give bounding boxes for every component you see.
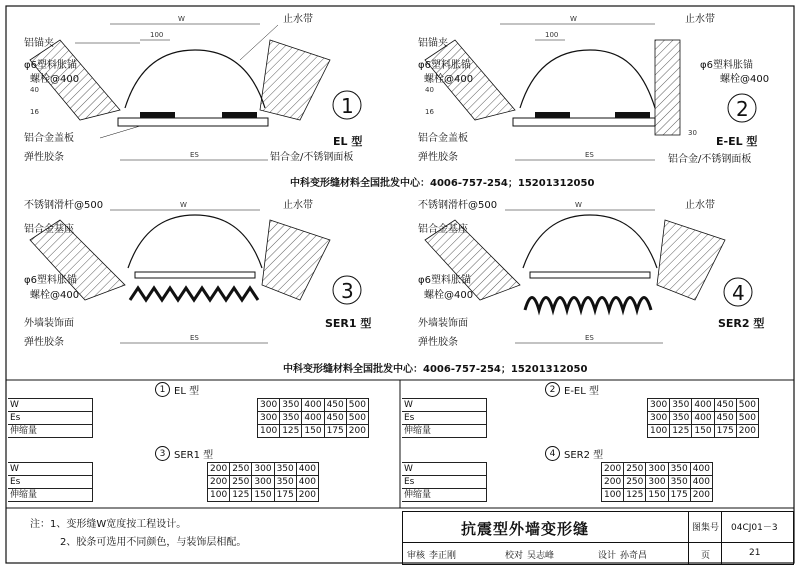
row-label: Es: [402, 412, 487, 425]
table-row: [402, 425, 758, 438]
cover-plate: [513, 118, 655, 126]
table-title: SER2 型: [564, 450, 604, 461]
table-row: [8, 463, 318, 476]
title-block: [402, 511, 794, 565]
cell: 200: [296, 489, 318, 502]
label-al-clamp: 铝锚夹: [24, 38, 54, 49]
table-number: 1: [155, 382, 170, 397]
review-label: 审核: [407, 551, 426, 561]
cell: 175: [714, 425, 736, 438]
water-stop-dome: [125, 50, 265, 108]
cell: 250: [230, 463, 252, 476]
table-row: [402, 412, 758, 425]
cell: 350: [670, 399, 692, 412]
table-title: EL 型: [174, 386, 200, 397]
diagram-number: 3: [341, 279, 354, 303]
spacer-cell: [93, 489, 208, 502]
cell: 350: [668, 476, 690, 489]
reviewer-name: 李正刚: [429, 551, 457, 561]
side-dim-16: 16: [425, 108, 434, 116]
cell: 350: [280, 412, 302, 425]
spacer-cell: [93, 476, 208, 489]
cell: 400: [690, 476, 712, 489]
cell: 250: [624, 463, 646, 476]
designer-name: 孙奇昌: [620, 551, 648, 561]
spacer-cell: [487, 425, 648, 438]
cell: 125: [624, 489, 646, 502]
cell: 150: [646, 489, 668, 502]
row-label: 伸缩量: [402, 425, 487, 438]
notes-prefix: 注：: [30, 519, 50, 530]
label-rubber-strip: 弹性胶条: [24, 337, 64, 348]
cell: 100: [258, 425, 280, 438]
cell: 300: [252, 476, 274, 489]
dim-100-text: 100: [545, 31, 559, 39]
row-label: Es: [402, 476, 487, 489]
table-row: [402, 476, 712, 489]
water-stop-dome: [520, 50, 655, 108]
label-anchor: φ6塑料胀锚: [418, 275, 471, 286]
note-line-1: [30, 516, 246, 534]
diagram-ser2: [418, 198, 764, 348]
tb-divider: [688, 512, 689, 564]
label-facade: 外墙装饰面: [24, 318, 74, 329]
note-1: 1、变形缝W宽度按工程设计。: [50, 519, 187, 530]
clamp-right: [615, 112, 650, 118]
drawing-title: 抗震型外墙变形缝: [461, 520, 590, 538]
label-facade: 外墙装饰面: [418, 318, 468, 329]
side-dim-30: 30: [688, 129, 697, 137]
tb-divider: [403, 542, 793, 543]
cell: 150: [302, 425, 324, 438]
cell: 175: [668, 489, 690, 502]
cell: 350: [670, 412, 692, 425]
label-rubber-strip: 弹性胶条: [418, 152, 458, 163]
cell: 300: [648, 412, 670, 425]
slide-bar: [530, 272, 650, 278]
leader-2: [100, 126, 140, 138]
design-label: 设计: [598, 551, 617, 561]
cell: 100: [648, 425, 670, 438]
row-label: 伸缩量: [8, 489, 93, 502]
label-bolt: 螺栓@400: [424, 290, 474, 301]
cell: 175: [324, 425, 346, 438]
label-panel: 铝合金/不锈钢面板: [270, 152, 354, 163]
water-stop-dome: [523, 215, 657, 268]
atlas-number: 04CJ01－3: [731, 523, 778, 533]
diagram-type-label: SER1 型: [325, 317, 372, 330]
cell: 350: [668, 463, 690, 476]
label-panel: 铝合金/不锈钢面板: [668, 154, 752, 165]
spacer-cell: [487, 476, 602, 489]
cell: 300: [258, 399, 280, 412]
label-slide-bar: 不锈钢滑杆@500: [418, 200, 498, 211]
cell: 450: [714, 412, 736, 425]
cell: 450: [324, 412, 346, 425]
cell: 300: [258, 412, 280, 425]
table-row: [8, 489, 318, 502]
table-number: 4: [545, 446, 560, 461]
table-number: 3: [155, 446, 170, 461]
diagram-type-label: SER2 型: [718, 317, 765, 330]
row-label: Es: [8, 476, 93, 489]
table-el: [8, 398, 369, 438]
dim-w-text: W: [575, 201, 582, 209]
table-title-ser1: [155, 446, 213, 461]
clamp-right: [222, 112, 257, 118]
cell: 400: [690, 463, 712, 476]
label-water-stop: 止水带: [283, 14, 313, 25]
label-anchor: φ6塑料胀锚: [24, 60, 77, 71]
table-row: [8, 412, 368, 425]
cell: 500: [736, 412, 758, 425]
cell: 400: [302, 399, 324, 412]
label-anchor: φ6塑料胀锚: [418, 60, 471, 71]
dim-100-text: 100: [150, 31, 164, 39]
table-title: E-EL 型: [564, 386, 599, 397]
cell: 450: [324, 399, 346, 412]
water-stop-dome: [128, 215, 262, 268]
cell: 200: [208, 463, 230, 476]
cell: 125: [670, 425, 692, 438]
table-row: [402, 399, 758, 412]
cell: 400: [296, 463, 318, 476]
label-water-stop: 止水带: [685, 14, 715, 25]
watermark-top: 中科变形缝材料全国批发中心：4006-757-254；15201312050: [290, 178, 595, 189]
cell: 200: [602, 463, 624, 476]
note-2: 2、胶条可选用不同颜色，与装饰层相配。: [60, 537, 247, 548]
page-number: 21: [749, 548, 761, 558]
table-row: [8, 476, 318, 489]
cell: 200: [602, 476, 624, 489]
clamp-left: [535, 112, 570, 118]
checker-name: 吴志峰: [527, 551, 555, 561]
note-line-2: [30, 534, 246, 552]
label-cover-plate: 铝合金盖板: [24, 133, 74, 144]
clamp-left: [140, 112, 175, 118]
cell: 300: [646, 463, 668, 476]
cell: 100: [602, 489, 624, 502]
cell: 125: [280, 425, 302, 438]
diagram-ser1: [24, 198, 371, 348]
label-al-clamp: 铝锚夹: [418, 38, 448, 49]
cell: 500: [346, 399, 368, 412]
row-label: 伸缩量: [8, 425, 93, 438]
spacer-cell: [487, 399, 648, 412]
cell: 400: [296, 476, 318, 489]
cell: 200: [736, 425, 758, 438]
dim-w-text: W: [570, 15, 577, 23]
cell: 100: [208, 489, 230, 502]
right-wall: [655, 40, 680, 135]
cell: 300: [648, 399, 670, 412]
diagram-e-el: [418, 12, 769, 165]
check-label: 校对: [505, 551, 524, 561]
table-ser1: [8, 462, 319, 502]
spacer-cell: [93, 463, 208, 476]
label-base: 铝合金基座: [24, 224, 74, 235]
label-slide-bar: 不锈钢滑杆@500: [24, 200, 104, 211]
label-bolt: 螺栓@400: [424, 74, 474, 85]
label-bolt-right: 螺栓@400: [720, 74, 770, 85]
table-number: 2: [545, 382, 560, 397]
label-water-stop: 止水带: [685, 200, 715, 211]
label-anchor: φ6塑料胀锚: [24, 275, 77, 286]
rubber-strip: [130, 288, 258, 300]
row-label: 伸缩量: [402, 489, 487, 502]
table-title-el: [155, 382, 199, 397]
table-title-e-el: [545, 382, 599, 397]
cell: 150: [692, 425, 714, 438]
slide-bar: [135, 272, 255, 278]
cell: 175: [274, 489, 296, 502]
label-base: 铝合金基座: [418, 224, 468, 235]
row-label: W: [402, 463, 487, 476]
cell: 200: [346, 425, 368, 438]
rubber-strip: [525, 298, 651, 311]
dim-es-text: ES: [190, 151, 199, 159]
row-label: Es: [8, 412, 93, 425]
cell: 300: [646, 476, 668, 489]
row-label: W: [8, 463, 93, 476]
cell: 450: [714, 399, 736, 412]
spacer-cell: [487, 489, 602, 502]
cell: 400: [302, 412, 324, 425]
label-anchor-right: φ6塑料胀锚: [700, 60, 753, 71]
cell: 300: [252, 463, 274, 476]
cell: 500: [346, 412, 368, 425]
spacer-cell: [487, 463, 602, 476]
diagram-number: 2: [736, 97, 749, 121]
label-bolt: 螺栓@400: [30, 74, 80, 85]
cell: 150: [252, 489, 274, 502]
dim-es-text: ES: [190, 334, 199, 342]
diagram-number: 4: [732, 281, 745, 305]
diagram-el: [24, 12, 362, 163]
table-title-ser2: [545, 446, 603, 461]
cell: 350: [274, 463, 296, 476]
right-wall: [262, 220, 330, 300]
table-row: [8, 399, 368, 412]
label-rubber-strip: 弹性胶条: [24, 152, 64, 163]
cell: 250: [624, 476, 646, 489]
cell: 400: [692, 399, 714, 412]
side-dim-40: 40: [425, 86, 434, 94]
spacer-cell: [93, 399, 258, 412]
right-wall: [657, 220, 725, 300]
cover-plate: [118, 118, 268, 126]
side-dim-16: 16: [30, 108, 39, 116]
label-cover-plate: 铝合金盖板: [418, 133, 468, 144]
table-title: SER1 型: [174, 450, 214, 461]
right-wall: [260, 40, 330, 120]
spacer-cell: [93, 425, 258, 438]
table-row: [402, 489, 712, 502]
label-bolt: 螺栓@400: [30, 290, 80, 301]
table-row: [402, 463, 712, 476]
label-water-stop: 止水带: [283, 200, 313, 211]
notes: [30, 516, 246, 552]
cell: 125: [230, 489, 252, 502]
spacer-cell: [93, 412, 258, 425]
dim-es-text: ES: [585, 334, 594, 342]
table-ser2: [402, 462, 713, 502]
dim-w-text: W: [178, 15, 185, 23]
cell: 250: [230, 476, 252, 489]
dim-w-text: W: [180, 201, 187, 209]
cell: 200: [208, 476, 230, 489]
diagram-type-label: EL 型: [333, 135, 363, 148]
cell: 400: [692, 412, 714, 425]
tb-divider: [721, 512, 722, 564]
watermark-bottom: 中科变形缝材料全国批发中心：4006-757-254；15201312050: [283, 364, 588, 375]
dim-es-text: ES: [585, 151, 594, 159]
diagram-number: 1: [341, 94, 354, 118]
cell: 350: [280, 399, 302, 412]
row-label: W: [8, 399, 93, 412]
page-label: 页: [701, 551, 711, 561]
atlas-label: 图集号: [692, 523, 720, 533]
cell: 200: [690, 489, 712, 502]
side-dim-40: 40: [30, 86, 39, 94]
cell: 350: [274, 476, 296, 489]
diagram-type-label: E-EL 型: [716, 135, 758, 148]
cell: 500: [736, 399, 758, 412]
spacer-cell: [487, 412, 648, 425]
row-label: W: [402, 399, 487, 412]
label-rubber-strip: 弹性胶条: [418, 337, 458, 348]
table-row: [8, 425, 368, 438]
table-e-el: [402, 398, 759, 438]
